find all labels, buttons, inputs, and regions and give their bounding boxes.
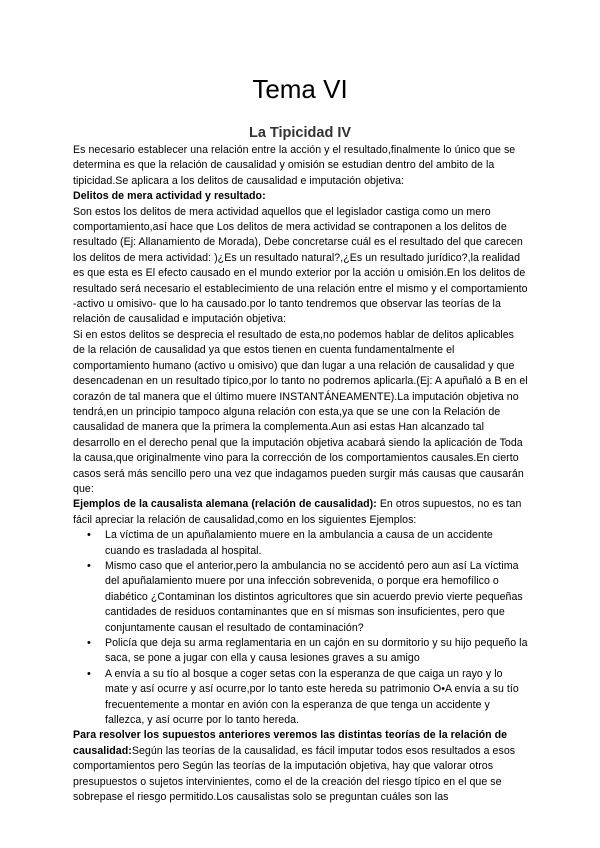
section1-heading-paragraph xyxy=(73,189,528,204)
intro-paragraph: Es necesario establecer una relación entre la acción y el resultado,finalmente lo único que se determina es que la relación de causalidad y omisión se estudian dentro del ambito de la tipicidad.Se aplicara a los delitos de causalidad e imputación objetiva: xyxy=(73,144,516,187)
page-title: Tema VI xyxy=(252,74,348,104)
section1-paragraph: Son estos los delitos de mera actividad aquellos que el legislador castiga como un mero comportamiento,así hace que Los delitos de mera actividad se contraponen a los delitos de resultado (Ej: Allanamiento de Morada), Debe concretarse cuál es el resultado del que carecen los delitos de mera actividad: )¿Es un resultado natural?,¿Es un resultado jurídico?,la realidad es que esta es El efecto causado en el mundo exterior por la acción u omisión.En los delitos de resultado será necesario el establecimiento de una relación entre el mismo y el comportamiento -activo u omisivo- que lo ha causado.por lo tanto tendremos que observar las teorías de la relación de causalidad e imputación objetiva: xyxy=(73,205,528,326)
page-subtitle: La Tipicidad IV xyxy=(248,125,352,141)
document-body xyxy=(73,143,528,805)
list-item: • A envía a su tío al bosque a coger setas con la esperanza de que caiga un rayo y lo mate y así ocurre y así ocurre,por lo tanto este hereda su patrimonio O•A envía a su tío frecuentemente a montar en avión con la esperanza de que tenga un accidente y fallezca, y así ocurre por lo tanto hereda. xyxy=(105,667,528,729)
section2-paragraph xyxy=(73,497,528,528)
list-item: • Policía que deja su arma reglamentaria en un cajón en su dormitorio y su hijo pequeño la saca, se pone a jugar con ella y causa lesiones graves a su amigo xyxy=(105,636,528,667)
section1-heading: Delitos de mera actividad y resultado: xyxy=(73,190,266,203)
section2-text: En otros supuestos, no es tan fácil apreciar la relación de causalidad,como en los siguientes Ejemplos: xyxy=(73,498,522,526)
section3-heading: Para resolver los supuestos anteriores veremos las distintas teorías de la relación de causalidad: xyxy=(73,729,508,757)
section3-text: Según las teorías de la causalidad, es fácil imputar todos esos resultados a esos comportamientos pero Según las teorías de la imputación objetiva, hay que valorar otros presupuestos o sujetos intervinientes, como el de la creación del riesgo típico en el que se sobrepase el riesgo permitido.Los causalistas solo se preguntan cuáles son las xyxy=(73,744,516,804)
section2-heading: Ejemplos de la causalista alemana (relación de causalidad): xyxy=(73,498,377,511)
list-item: • Mismo caso que el anterior,pero la ambulancia no se accidentó pero aun así La víctima del apuñalamiento muere por una infección sobrevenida, o porque era hemofílico o diabético ¿Contaminan los distintos agricultores que sin acuerdo previo vierte pequeñas cantidades de residuos contaminantes que en sí mismas son insuficientes, pero que conjuntamente causan el resultado de contaminación? xyxy=(105,559,528,636)
examples-list xyxy=(73,528,528,728)
section3-paragraph xyxy=(73,728,528,805)
section1-paragraph-2: Si en estos delitos se desprecia el resultado de esta,no podemos hablar de delitos aplicables de la relación de causalidad ya que estos tienen en cuenta fundamentalmente el comportamiento humano (activo u omisivo) que dan lugar a una relación de causalidad y que desencadenan en un resultado típico,por lo tanto no podremos aplicarla.(Ej: A apuñaló a B en el corazón de tal manera que el último muere INSTANTÁNEAMENTE).La imputación objetiva no tendrá,en un principio tampoco alguna relación con esta,ya que se une con la Relación de causalidad de manera que la primera la complementa.Aun asi estas Han alcanzado tal desarrollo en el derecho penal que la imputación objetiva acabará siendo la aplicación de Toda la causa,que originalmente vino para la corrección de los comportamientos causales.En cierto casos será más sencillo pero una vez que indagamos pueden surgir más causas que causarán que: xyxy=(73,328,528,495)
list-item: • La víctima de un apuñalamiento muere en la ambulancia a causa de un accidente cuando es trasladada al hospital. xyxy=(105,528,528,559)
